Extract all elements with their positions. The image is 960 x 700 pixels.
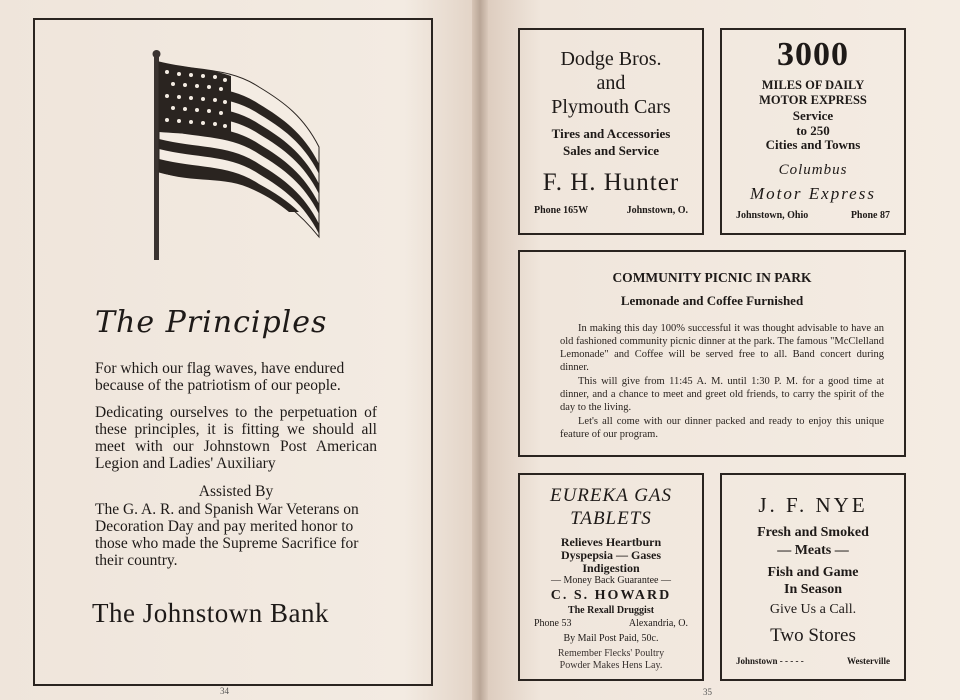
ad-hunter-line2: and bbox=[596, 72, 626, 94]
ad-express-line4: to 250 bbox=[796, 123, 830, 138]
ad-express-line1: MILES OF DAILY bbox=[761, 78, 865, 92]
ad-eureka-tablets bbox=[518, 473, 704, 681]
eureka-line3: Indigestion bbox=[582, 561, 640, 575]
ad-express-line5: Cities and Towns bbox=[765, 137, 861, 152]
nye-line5: Give Us a Call. bbox=[769, 602, 857, 617]
picnic-subtitle: Lemonade and Coffee Furnished bbox=[620, 293, 804, 308]
ad-hunter-town: Johnstown, O. bbox=[626, 205, 688, 216]
sponsor-name: The Johnstown Bank bbox=[92, 598, 329, 628]
nye-town2: Westerville bbox=[847, 656, 890, 666]
ad-hunter-line4: Tires and Accessories bbox=[551, 126, 671, 141]
eureka-remember-1: Remember Flecks' Poultry bbox=[557, 648, 665, 659]
eureka-remember-2: Powder Makes Hens Lay. bbox=[559, 660, 663, 671]
nye-line1: Fresh and Smoked bbox=[757, 525, 869, 540]
ad-motor-express bbox=[720, 28, 906, 235]
ad-hunter-phone: Phone 165W bbox=[534, 205, 589, 216]
eureka-title2: TABLETS bbox=[570, 508, 652, 529]
eureka-title1: EUREKA GAS bbox=[549, 485, 673, 506]
ad-hunter-line3: Plymouth Cars bbox=[551, 96, 671, 118]
eureka-town: Alexandria, O. bbox=[628, 618, 688, 629]
nye-stores: Two Stores bbox=[770, 625, 856, 646]
ad-hunter-name: F. H. Hunter bbox=[542, 169, 680, 196]
picnic-paragraph-1: In making this day 100% successful it was thought advisable to have an old fashioned community picnic dinner at the park. The famous "McClelland Lemonade" and Coffee will be served free to all. Band concert during dinner. bbox=[560, 323, 884, 373]
ad-express-big-number: 3000 bbox=[777, 36, 849, 73]
ad-nye-meats bbox=[720, 473, 906, 681]
eureka-line2: Dyspepsia — Gases bbox=[560, 548, 661, 562]
ad-hunter bbox=[518, 28, 704, 235]
eureka-druggist-name: C. S. HOWARD bbox=[550, 588, 672, 603]
principles-paragraph-3: The G. A. R. and Spanish War Veterans on Decoration Day and pay merited honor to those who made the Supreme Sacrifice for their country. bbox=[95, 501, 359, 569]
assisted-by-label: Assisted By bbox=[198, 483, 274, 500]
page-number-right: 35 bbox=[703, 687, 712, 697]
principles-paragraph-2: Dedicating ourselves to the perpetuation of these principles, it is fitting we should all meet with our Johnstown Post American Legion and Ladies' Auxiliary bbox=[95, 404, 377, 472]
ad-express-script2: Motor Express bbox=[750, 184, 876, 203]
nye-line2: — Meats — bbox=[777, 543, 849, 558]
nye-line3: Fish and Game bbox=[767, 565, 859, 580]
principles-paragraph-1: For which our flag waves, have endured because of the patriotism of our people. bbox=[95, 360, 345, 394]
ad-express-phone: Phone 87 bbox=[850, 210, 890, 221]
nye-line4: In Season bbox=[784, 582, 842, 597]
ad-express-line3: Service bbox=[792, 108, 834, 123]
eureka-druggist-title: The Rexall Druggist bbox=[567, 605, 655, 616]
page-number-left: 34 bbox=[220, 686, 229, 696]
ad-express-script1: Columbus bbox=[778, 162, 848, 178]
picnic-paragraph-2: This will give from 11:45 A. M. until 1:30 P. M. for a good time at dinner, and a chance to meet and greet old friends, to carry the spirit of the day to the living. bbox=[560, 376, 884, 413]
principles-title: The Principles bbox=[95, 305, 328, 340]
eureka-line1: Relieves Heartburn bbox=[560, 535, 662, 549]
nye-town1: Johnstown - - - - - bbox=[736, 656, 804, 666]
american-flag-icon bbox=[150, 50, 325, 265]
eureka-phone: Phone 53 bbox=[534, 618, 572, 629]
book-gutter bbox=[472, 0, 488, 700]
picnic-paragraph-3: Let's all come with our dinner packed and ready to enjoy this unique feature of our program. bbox=[560, 416, 884, 440]
eureka-mail-order: By Mail Post Paid, 50c. bbox=[563, 633, 659, 644]
ad-hunter-line1: Dodge Bros. bbox=[560, 48, 662, 70]
ad-picnic bbox=[518, 250, 906, 457]
nye-name: J. F. NYE bbox=[758, 493, 868, 517]
ad-express-line2: MOTOR EXPRESS bbox=[759, 93, 867, 107]
ad-express-town: Johnstown, Ohio bbox=[736, 210, 809, 221]
ad-hunter-line5: Sales and Service bbox=[562, 143, 660, 158]
eureka-guarantee: — Money Back Guarantee — bbox=[551, 575, 671, 586]
picnic-title: COMMUNITY PICNIC IN PARK bbox=[612, 270, 812, 285]
